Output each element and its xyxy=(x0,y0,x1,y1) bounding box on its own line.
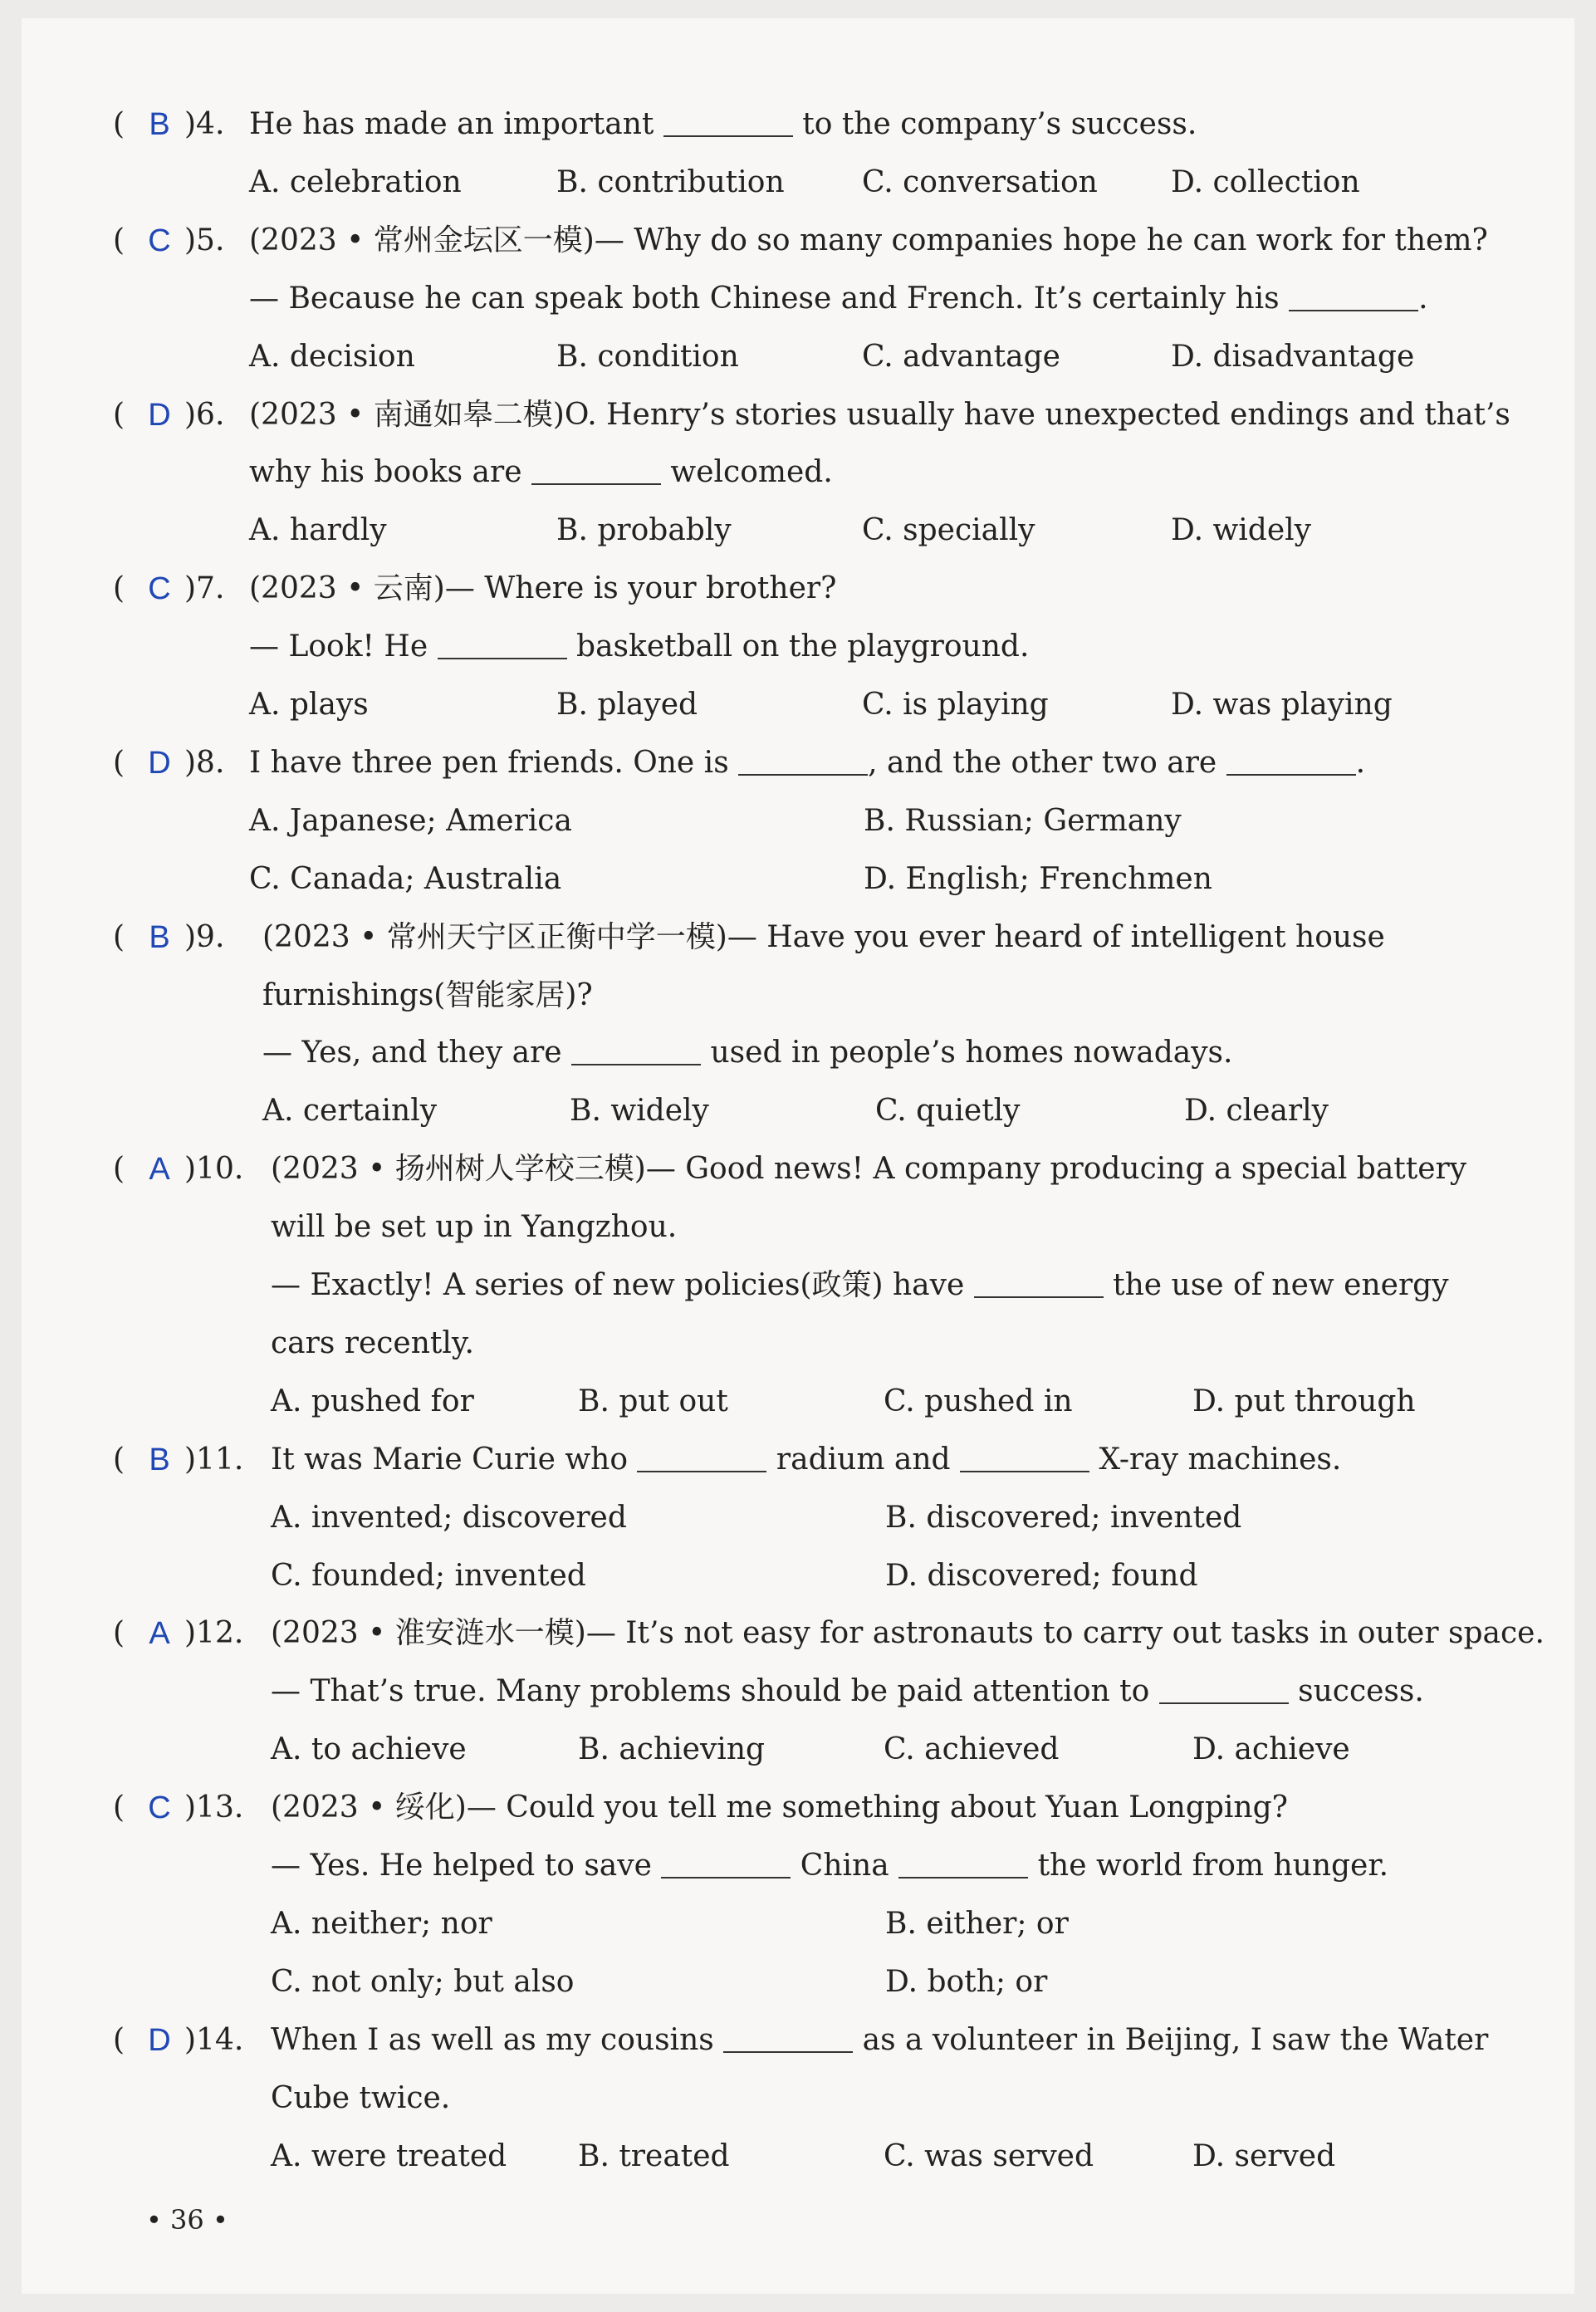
question-text xyxy=(271,2016,1488,2065)
answer-paren-open: ( xyxy=(113,1152,125,1187)
question-text xyxy=(249,216,1488,266)
answer-paren-open: ( xyxy=(113,919,125,954)
text-segment: — Because he can speak both Chinese and French. It’s certainly his xyxy=(249,281,1290,316)
option-d[interactable]: D. widely xyxy=(1171,513,1311,548)
question-stem xyxy=(22,390,1574,440)
option-c[interactable]: C. achieved xyxy=(884,1732,1060,1767)
option-c[interactable]: C. was served xyxy=(884,2138,1094,2173)
text-segment: — That’s true. Many problems should be paid attention to xyxy=(271,1674,1159,1709)
answer-paren-open: ( xyxy=(113,397,125,432)
question-line xyxy=(22,1319,1574,1369)
text-segment: — Look! He xyxy=(249,629,438,664)
answer-blank[interactable] xyxy=(438,628,567,659)
text-segment: . xyxy=(1355,745,1366,780)
option-c[interactable]: C. pushed in xyxy=(884,1384,1073,1418)
question-text xyxy=(271,1667,1424,1717)
text-segment: (2023 • 常州天宁区正衡中学一模)— Have you ever heard of intelligent house xyxy=(262,919,1385,954)
option-d[interactable]: D. English; Frenchmen xyxy=(864,861,1212,896)
options-row xyxy=(22,680,1574,730)
answer-letter: A xyxy=(149,1616,170,1652)
text-segment: to the company’s success. xyxy=(792,107,1197,141)
question-text xyxy=(262,1028,1232,1078)
option-c[interactable]: C. not only; but also xyxy=(271,1964,575,1999)
option-b[interactable]: B. treated xyxy=(578,2138,730,2173)
question-stem xyxy=(22,1609,1574,1658)
text-segment: X-ray machines. xyxy=(1089,1442,1342,1477)
question-number: )14. xyxy=(184,2022,244,2057)
option-a[interactable]: A. decision xyxy=(249,339,415,374)
options-row xyxy=(22,1377,1574,1427)
option-a[interactable]: A. Japanese; America xyxy=(249,803,572,838)
workbook-page xyxy=(22,18,1574,2294)
question-text xyxy=(271,1841,1388,1891)
answer-paren-open: ( xyxy=(113,1616,125,1651)
option-b[interactable]: B. widely xyxy=(570,1094,709,1129)
option-c[interactable]: C. conversation xyxy=(862,164,1098,199)
options-row xyxy=(22,332,1574,382)
option-b[interactable]: B. Russian; Germany xyxy=(864,803,1182,838)
answer-blank[interactable] xyxy=(637,1441,766,1472)
option-b[interactable]: B. probably xyxy=(556,513,732,548)
option-c[interactable]: C. specially xyxy=(862,513,1035,548)
question-number: )13. xyxy=(184,1790,244,1825)
text-segment: why his books are xyxy=(249,455,531,490)
options-row xyxy=(22,1899,1574,1949)
question-text xyxy=(249,274,1428,324)
option-a[interactable]: A. certainly xyxy=(262,1094,438,1129)
question-line xyxy=(22,1841,1574,1891)
answer-letter: C xyxy=(148,1790,171,1826)
question-text xyxy=(271,1144,1466,1194)
text-segment: furnishings(智能家居)? xyxy=(262,977,593,1012)
option-a[interactable]: A. plays xyxy=(249,688,369,722)
question-line xyxy=(22,622,1574,672)
text-segment: success. xyxy=(1288,1674,1424,1709)
answer-blank[interactable] xyxy=(974,1266,1104,1298)
question-line xyxy=(22,1203,1574,1252)
question-stem xyxy=(22,1783,1574,1833)
text-segment: cars recently. xyxy=(271,1325,474,1360)
answer-blank[interactable] xyxy=(531,453,661,485)
question-line xyxy=(22,971,1574,1021)
question-line xyxy=(22,448,1574,497)
text-segment: (2023 • 云南)— Where is your brother? xyxy=(249,571,837,606)
answer-letter: C xyxy=(148,223,171,258)
option-d[interactable]: D. clearly xyxy=(1184,1094,1329,1129)
text-segment: radium and xyxy=(766,1442,961,1477)
option-b[interactable]: B. discovered; invented xyxy=(885,1500,1242,1535)
question-stem xyxy=(22,913,1574,963)
text-segment: the use of new energy xyxy=(1103,1268,1449,1302)
option-c[interactable]: C. advantage xyxy=(862,339,1060,374)
text-segment: as a volunteer in Beijing, I saw the Water xyxy=(853,2022,1489,2057)
answer-letter: A xyxy=(149,1152,170,1188)
option-c[interactable]: C. quietly xyxy=(875,1094,1021,1129)
question-text xyxy=(271,1435,1341,1485)
answer-blank[interactable] xyxy=(661,1847,791,1878)
question-text xyxy=(271,1261,1449,1310)
text-segment: China xyxy=(791,1849,899,1883)
option-a[interactable]: A. hardly xyxy=(249,513,387,548)
options-row xyxy=(22,2132,1574,2182)
text-segment: It was Marie Curie who xyxy=(271,1442,638,1477)
answer-paren-open: ( xyxy=(113,571,125,606)
options-row xyxy=(22,855,1574,904)
text-segment: (2023 • 扬州树人学校三模)— Good news! A company producing a special battery xyxy=(271,1152,1467,1187)
option-a[interactable]: A. celebration xyxy=(249,164,462,199)
answer-letter: D xyxy=(148,397,171,433)
question-stem xyxy=(22,1144,1574,1194)
options-row xyxy=(22,1957,1574,2007)
question-text xyxy=(271,1783,1288,1833)
question-text xyxy=(271,2074,450,2123)
question-text xyxy=(271,1203,677,1252)
text-segment: — Exactly! A series of new policies(政策) have xyxy=(271,1268,974,1302)
text-segment: basketball on the playground. xyxy=(566,629,1030,664)
answer-paren-open: ( xyxy=(113,745,125,780)
question-number: )11. xyxy=(184,1442,244,1477)
option-d[interactable]: D. put through xyxy=(1192,1384,1416,1418)
text-segment: He has made an important xyxy=(249,107,663,141)
question-stem xyxy=(22,738,1574,788)
options-row xyxy=(22,1725,1574,1775)
option-d[interactable]: D. discovered; found xyxy=(885,1558,1198,1593)
option-b[interactable]: B. put out xyxy=(578,1384,728,1418)
option-b[interactable]: B. played xyxy=(556,688,698,722)
text-segment: When I as well as my cousins xyxy=(271,2022,724,2057)
answer-blank[interactable] xyxy=(663,105,793,137)
question-number: )12. xyxy=(184,1616,244,1651)
question-line xyxy=(22,2074,1574,2123)
options-row xyxy=(22,506,1574,556)
options-row xyxy=(22,1551,1574,1601)
option-c[interactable]: C. Canada; Australia xyxy=(249,861,562,896)
option-a[interactable]: A. invented; discovered xyxy=(271,1500,627,1535)
option-d[interactable]: D. disadvantage xyxy=(1171,339,1415,374)
question-stem xyxy=(22,1435,1574,1485)
answer-letter: B xyxy=(149,107,170,142)
answer-letter: B xyxy=(149,919,170,955)
text-segment: I have three pen friends. One is xyxy=(249,745,739,780)
question-stem xyxy=(22,2016,1574,2065)
text-segment: (2023 • 淮安涟水一模)— It’s not easy for astronauts to carry out tasks in outer space. xyxy=(271,1616,1545,1651)
answer-blank[interactable] xyxy=(723,2021,853,2053)
question-number: )7. xyxy=(184,571,225,606)
options-row xyxy=(22,1493,1574,1543)
question-line xyxy=(22,274,1574,324)
question-number: )9. xyxy=(184,919,225,954)
question-number: )4. xyxy=(184,107,225,141)
text-segment: will be set up in Yangzhou. xyxy=(271,1210,678,1245)
text-segment: , and the other two are xyxy=(868,745,1226,780)
option-b[interactable]: B. condition xyxy=(556,339,739,374)
option-b[interactable]: B. either; or xyxy=(885,1906,1069,1941)
text-segment: (2023 • 南通如皋二模)O. Henry’s stories usually have unexpected endings and that’s xyxy=(249,397,1510,432)
question-number: )10. xyxy=(184,1152,244,1187)
question-line xyxy=(22,1028,1574,1078)
option-a[interactable]: A. neither; nor xyxy=(271,1906,492,1941)
text-segment: welcomed. xyxy=(660,455,833,490)
option-d[interactable]: D. both; or xyxy=(885,1964,1048,1999)
question-text xyxy=(249,564,836,614)
text-segment: Cube twice. xyxy=(271,2080,451,2115)
question-text xyxy=(262,971,593,1021)
question-text xyxy=(249,390,1510,440)
option-a[interactable]: A. pushed for xyxy=(271,1384,474,1418)
question-stem xyxy=(22,100,1574,149)
option-d[interactable]: D. was playing xyxy=(1171,688,1393,722)
text-segment: used in people’s homes nowadays. xyxy=(701,1036,1233,1070)
question-text xyxy=(249,448,833,497)
answer-blank[interactable] xyxy=(571,1034,701,1065)
question-text xyxy=(249,100,1197,149)
question-text xyxy=(271,1609,1545,1658)
question-text xyxy=(262,913,1385,963)
question-number: )6. xyxy=(184,397,225,432)
answer-paren-open: ( xyxy=(113,2022,125,2057)
option-a[interactable]: A. to achieve xyxy=(271,1732,467,1767)
option-c[interactable]: C. founded; invented xyxy=(271,1558,586,1593)
options-row xyxy=(22,1086,1574,1136)
answer-blank[interactable] xyxy=(898,1847,1028,1878)
option-d[interactable]: D. achieve xyxy=(1192,1732,1350,1767)
answer-blank[interactable] xyxy=(738,744,868,776)
question-text xyxy=(249,622,1029,672)
question-text xyxy=(249,738,1365,788)
options-row xyxy=(22,158,1574,208)
question-text xyxy=(271,1319,474,1369)
question-number: )5. xyxy=(184,223,225,257)
option-d[interactable]: D. collection xyxy=(1171,164,1360,199)
text-segment: (2023 • 常州金坛区一模)— Why do so many companies hope he can work for them? xyxy=(249,223,1488,257)
options-row xyxy=(22,796,1574,846)
text-segment: the world from hunger. xyxy=(1028,1849,1389,1883)
text-segment: — Yes. He helped to save xyxy=(271,1849,662,1883)
answer-letter: B xyxy=(149,1442,170,1477)
page-number: • 36 • xyxy=(146,2204,228,2236)
answer-blank[interactable] xyxy=(1289,280,1418,311)
question-line xyxy=(22,1667,1574,1717)
answer-blank[interactable] xyxy=(1159,1673,1289,1704)
answer-letter: D xyxy=(148,2022,171,2058)
answer-paren-open: ( xyxy=(113,107,125,141)
text-segment: — Yes, and they are xyxy=(262,1036,572,1070)
text-segment: . xyxy=(1418,281,1428,316)
answer-blank[interactable] xyxy=(1226,744,1356,776)
question-stem xyxy=(22,216,1574,266)
question-stem xyxy=(22,564,1574,614)
answer-blank[interactable] xyxy=(960,1441,1089,1472)
option-c[interactable]: C. is playing xyxy=(862,688,1049,722)
answer-letter: C xyxy=(148,571,171,607)
answer-paren-open: ( xyxy=(113,223,125,257)
question-line xyxy=(22,1261,1574,1310)
answer-paren-open: ( xyxy=(113,1442,125,1477)
option-a[interactable]: A. were treated xyxy=(271,2138,507,2173)
option-d[interactable]: D. served xyxy=(1192,2138,1336,2173)
answer-letter: D xyxy=(148,745,171,781)
option-b[interactable]: B. contribution xyxy=(556,164,785,199)
text-segment: (2023 • 绥化)— Could you tell me something about Yuan Longping? xyxy=(271,1790,1288,1825)
question-number: )8. xyxy=(184,745,225,780)
answer-paren-open: ( xyxy=(113,1790,125,1825)
option-b[interactable]: B. achieving xyxy=(578,1732,766,1767)
